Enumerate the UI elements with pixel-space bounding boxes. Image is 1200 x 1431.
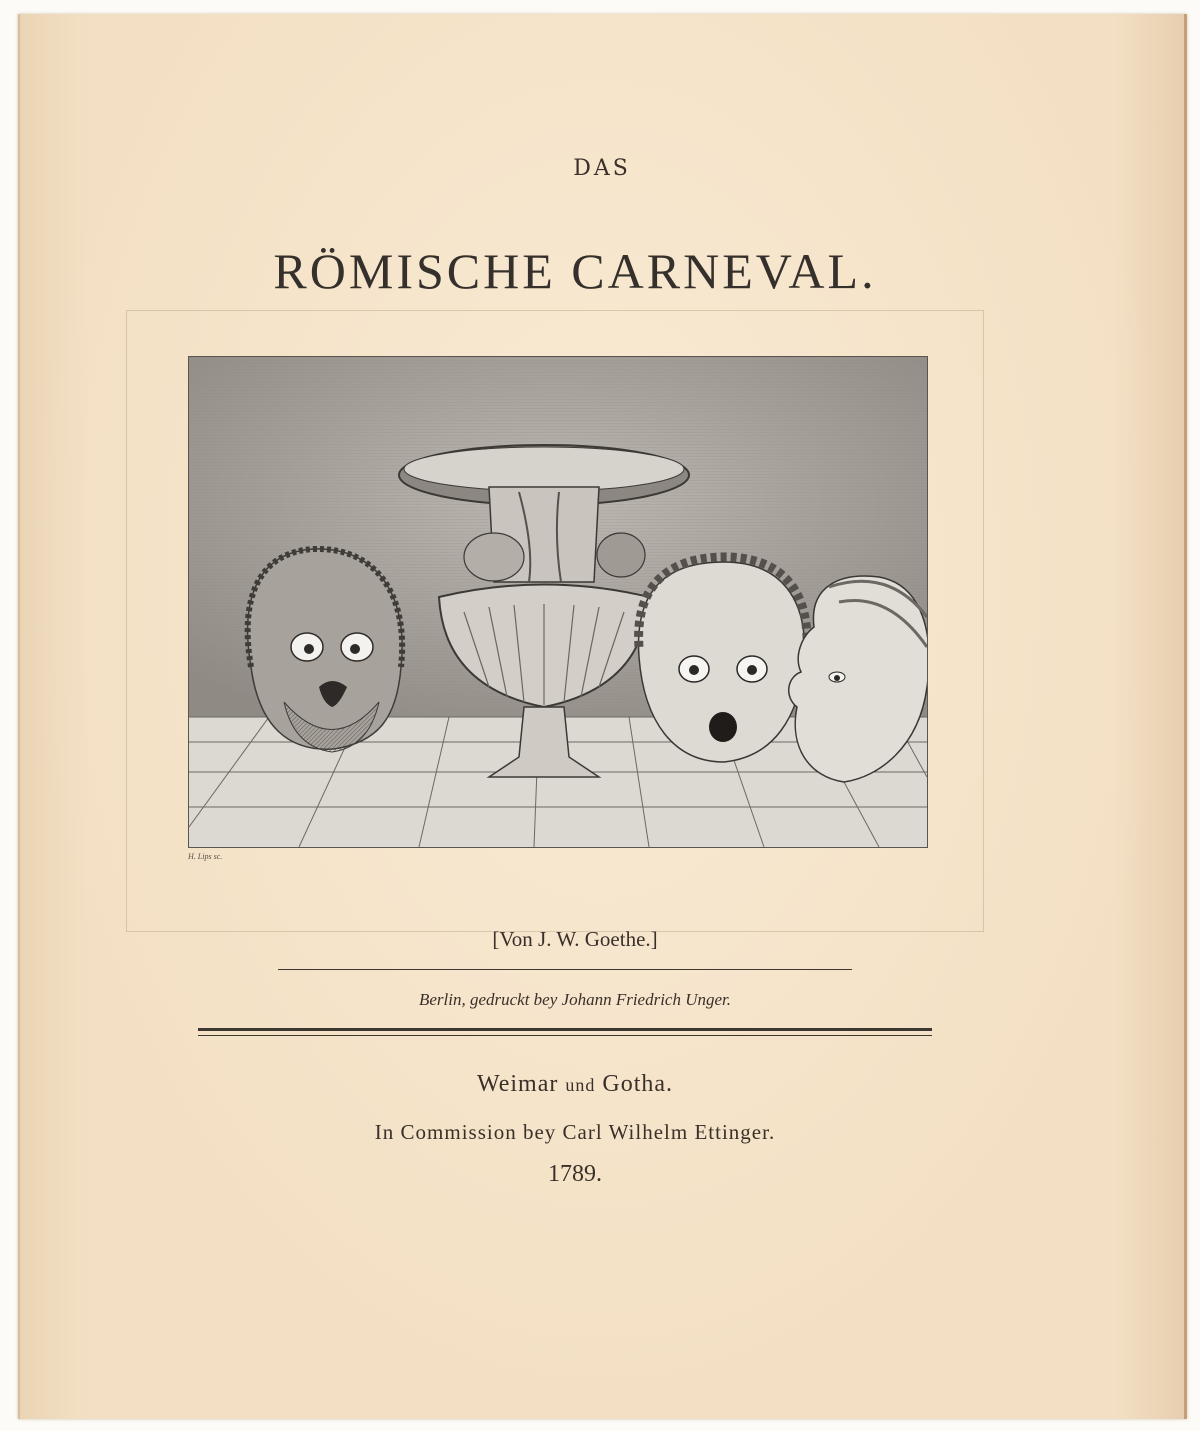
engraving-illustration [188, 356, 928, 848]
double-rule-bottom [198, 1035, 932, 1036]
author-line: [Von J. W. Goethe.] [492, 927, 658, 951]
imprint-place-joiner: und [565, 1075, 596, 1095]
imprint-place-b: Gotha. [602, 1071, 674, 1097]
double-rule-top [198, 1028, 932, 1031]
printer-line: Berlin, gedruckt bey Johann Friedrich Unger. [418, 990, 732, 1009]
page-title: RÖMISCHE CARNEVAL. [273, 243, 877, 299]
book-page [18, 14, 1187, 1419]
engraving-image [189, 357, 927, 847]
thin-rule [278, 969, 852, 970]
imprint-commission: In Commission bey Carl Wilhelm Ettinger. [374, 1120, 776, 1144]
pretitle: DAS [573, 156, 631, 181]
imprint-place-a: Weimar [476, 1071, 559, 1097]
engraver-signature: H. Lips sc. [188, 852, 223, 861]
imprint-year: 1789. [548, 1161, 602, 1187]
imprint-place [20, 1071, 1130, 1098]
